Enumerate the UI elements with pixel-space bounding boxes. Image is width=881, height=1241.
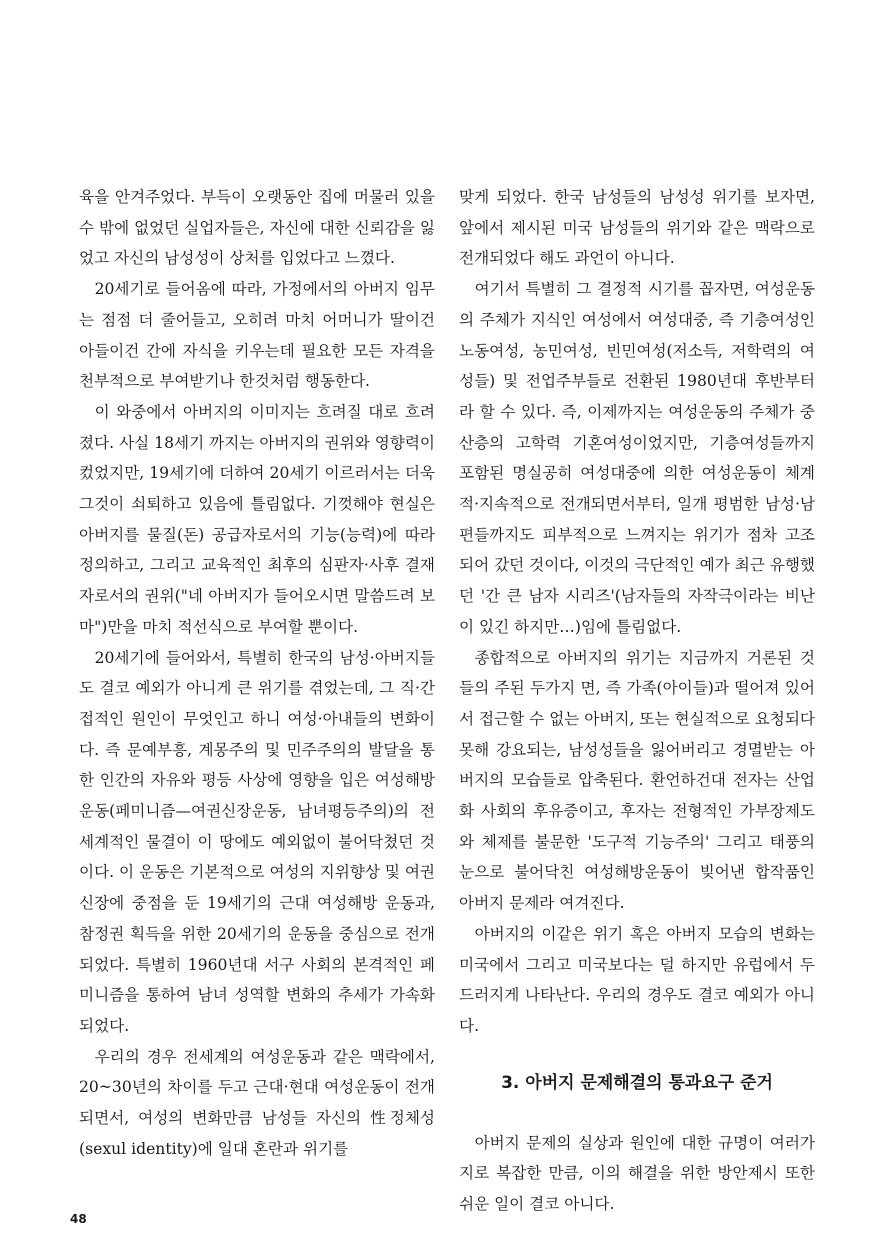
right-paragraph-3: 종합적으로 아버지의 위기는 지금까지 거론된 것들의 주된 두가지 면, 즉 가족(아이들)과 떨어져 있어서 접근할 수 없는 아버지, 또는 현실적으로 요청되다 못해 강요되는, 남성성들을 잃어버리고 경멸받는 아버지의 모습들로 압축된다. 환언하건대 전자는 산업화 사회의 후유증이고, 후자는 전형적인 가부장제도와 체제를 불문한 '도구적 기능주의' 그리고 태풍의 눈으로 불어닥친 여성해방운동이 빚어낸 합작품인 아버지 문제라 여겨진다.	[459, 648, 815, 913]
left-paragraph-1: 육을 안겨주었다. 부득이 오랫동안 집에 머물러 있을 수 밖에 없었던 실업자들은, 자신에 대한 신뢰감을 잃었고 자신의 남성성이 상처를 입었다고 느꼈다.	[79, 188, 435, 268]
right-paragraph-4: 아버지의 이같은 위기 혹은 아버지 모습의 변화는 미국에서 그리고 미국보다는 덜 하지만 유럽에서 두드러지게 나타난다. 우리의 경우도 결코 예외가 아니다.	[459, 924, 815, 1035]
left-paragraph-5: 우리의 경우 전세계의 여성운동과 같은 맥락에서, 20~30년의 차이를 두고 근대·현대 여성운동이 전개되면서, 여성의 변화만큼 남성들 자신의 性정체성(sexul identity)에 일대 혼란과 위기를	[79, 1047, 435, 1158]
section-heading: 3. 아버지 문제해결의 통과요구 준거	[501, 1072, 773, 1093]
right-paragraph-2: 여기서 특별히 그 결정적 시기를 꼽자면, 여성운동의 주체가 지식인 여성에서 여성대중, 즉 기층여성인 노동여성, 농민여성, 빈민여성(저소득, 저학력의 여성들) 및 전업주부들로 전환된 1980년대 후반부터라 할 수 있다. 즉, 이제까지는 여성운동의 주체가 중산층의 고학력 기혼여성이었지만, 기층여성들까지 포함된 명실공히 여성대중에 의한 여성운동이 체계적·지속적으로 전개되면서부터, 일개 평범한 남성·남편들까지도 피부적으로 느껴지는 위기가 점차 고조되어 갔던 것이다, 이것의 극단적인 예가 최근 유행했던 '간 큰 남자 시리즈'(남자들의 자작극이라는 비난이 있긴 하지만…)임에 틀림없다.	[459, 280, 815, 636]
left-paragraph-4: 20세기에 들어와서, 특별히 한국의 남성·아버지들도 결코 예외가 아니게 큰 위기를 겪었는데, 그 직·간접적인 원인이 무엇인고 하니 여성·아내들의 변화이다. 즉 문예부흥, 계몽주의 및 민주주의의 발달을 통한 인간의 자유와 평등 사상에 영향을 입은 여성해방운동(페미니즘—여권신장운동, 남녀평등주의)의 전세계적인 물결이 이 땅에도 예외없이 불어닥쳤던 것이다. 이 운동은 기본적으로 여성의 지위향상 및 여권신장에 중점을 둔 19세기의 근대 여성해방 운동과, 참정권 획득을 위한 20세기의 운동을 중심으로 전개되었다. 특별히 1960년대 서구 사회의 본격적인 페미니즘을 통하여 남녀 성역할 변화의 추세가 가속화되었다.	[79, 648, 435, 1035]
page-number: 48	[70, 1212, 87, 1226]
left-column	[79, 182, 435, 1165]
right-paragraph-5: 아버지 문제의 실상과 원인에 대한 규명이 여러가지로 복잡한 만큼, 이의 해결을 위한 방안제시 또한 쉬운 일이 결코 아니다.	[459, 1133, 815, 1214]
left-paragraph-3: 이 와중에서 아버지의 이미지는 흐려질 대로 흐려졌다. 사실 18세기 까지는 아버지의 권위와 영향력이 컸었지만, 19세기에 더하여 20세기 이르러서는 더욱 그것이 쇠퇴하고 있음에 틀림없다. 기껏해야 현실은 아버지를 물질(돈) 공급자로서의 기능(능력)에 따라 정의하고, 그리고 교육적인 최후의 심판자·사후 결재자로서의 권위("네 아버지가 들어오시면 말씀드려 보마")만을 마치 적선식으로 부여할 뿐이다.	[79, 402, 435, 636]
right-column	[459, 182, 815, 1220]
left-paragraph-2: 20세기로 들어옴에 따라, 가정에서의 아버지 임무는 점점 더 줄어들고, 오히려 마치 어머니가 딸이건 아들이건 간에 자식을 키우는데 필요한 모든 자격을 천부적으로 부여받기나 한것처럼 행동한다.	[79, 280, 435, 391]
right-paragraph-1: 맞게 되었다. 한국 남성들의 남성성 위기를 보자면, 앞에서 제시된 미국 남성들의 위기와 같은 맥락으로 전개되었다 해도 과언이 아니다.	[459, 188, 815, 268]
